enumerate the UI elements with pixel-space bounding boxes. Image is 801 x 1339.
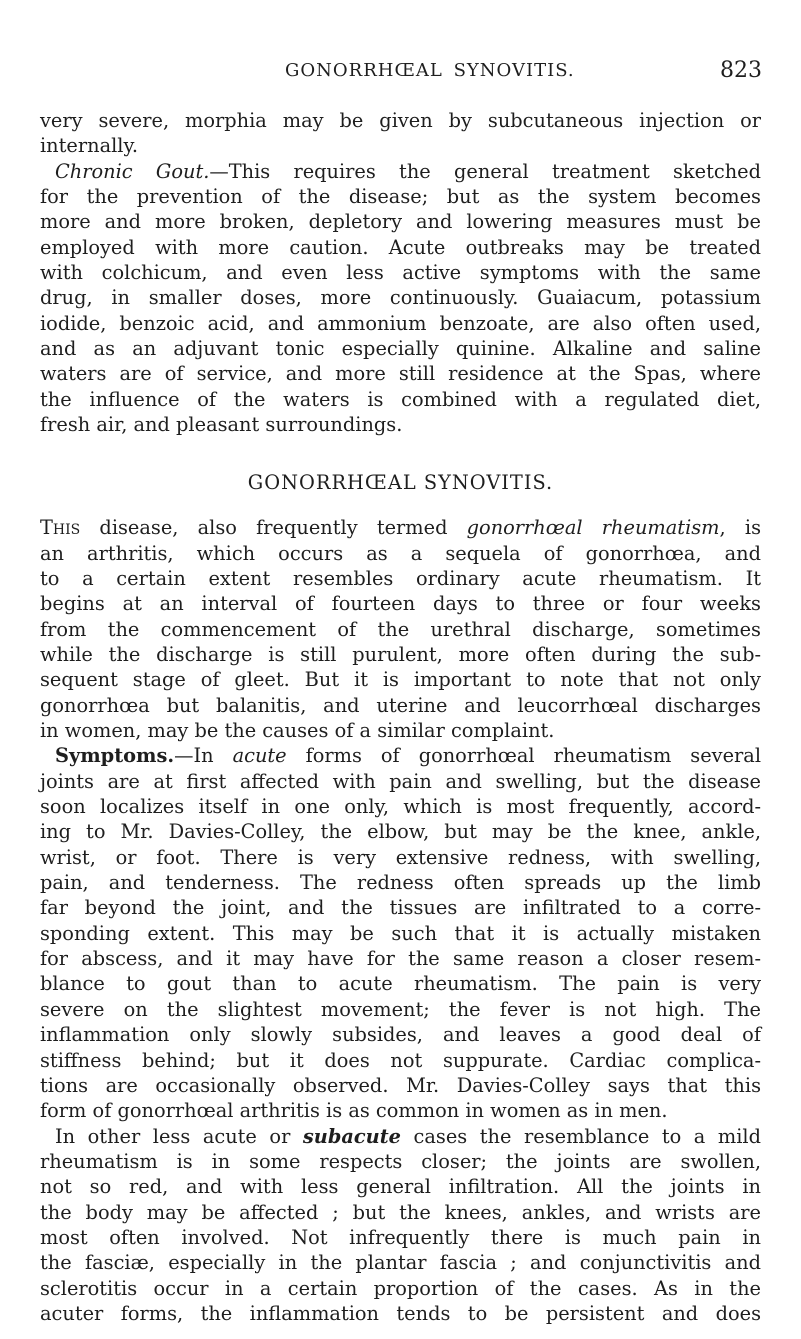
- text-line: begins at an interval of fourteen days to three or four weeks: [40, 592, 761, 616]
- text-line: iodide, benzoic acid, and ammonium benzoate, are also often used,: [40, 311, 761, 335]
- text-line: sequent stage of gleet. But it is important to note that not only: [40, 668, 761, 692]
- text-line: sponding extent. This may be such that it is actually mistaken: [40, 921, 761, 945]
- chapter-heading: GONORRHŒAL SYNOVITIS.: [247, 470, 554, 494]
- drop-word: This: [40, 516, 81, 540]
- text-line: while the discharge is still purulent, more often during the sub-: [40, 642, 761, 666]
- text-line: joints are at first affected with pain and swelling, but the disease: [40, 769, 761, 793]
- text-line: gonorrhœa but balanitis, and uterine and leucorrhœal discharges: [40, 693, 761, 717]
- running-header: [0, 60, 801, 90]
- text-line: with colchicum, and even less active symptoms with the same: [40, 261, 761, 285]
- page-number: 823: [720, 58, 762, 83]
- text-line: very severe, morphia may be given by subcutaneous injection or: [40, 109, 761, 132]
- text-line: stiffness behind; but it does not suppurate. Cardiac complica-: [40, 1048, 761, 1072]
- text-line: from the commencement of the urethral discharge, sometimes: [40, 617, 761, 641]
- text-line: more and more broken, depletory and lowering measures must be: [40, 210, 761, 234]
- text-line: inflammation only slowly subsides, and leaves a good deal of: [40, 1023, 761, 1047]
- text-line: and as an adjuvant tonic especially quinine. Alkaline and saline: [40, 337, 761, 361]
- text-line: Chronic Gout.—This requires the general treatment sketched: [55, 159, 761, 183]
- text-line: the body may be affected ; but the knees, ankles, and wrists are: [40, 1200, 761, 1224]
- text-line: severe on the slightest movement; the fever is not high. The: [40, 997, 761, 1021]
- text-line: to a certain extent resembles ordinary acute rheumatism. It: [40, 566, 761, 590]
- text-line: in women, may be the causes of a similar complaint.: [40, 719, 555, 743]
- text-line: form of gonorrhœal arthritis is as common in women as in men.: [40, 1099, 668, 1123]
- text-line: soon localizes itself in one only, which is most frequently, accord-: [40, 795, 761, 819]
- section-heading-symptoms: Symptoms.: [55, 744, 175, 768]
- text-line: for abscess, and it may have for the same reason a closer resem-: [40, 947, 761, 971]
- text-line: far beyond the joint, and the tissues are infiltrated to a corre-: [40, 896, 761, 920]
- text-line: Symptoms.—In acute forms of gonorrhœal rheumatism several: [55, 744, 762, 768]
- text-line: not so red, and with less general infiltration. All the joints in: [40, 1175, 761, 1199]
- text-line: fresh air, and pleasant surroundings.: [40, 413, 403, 437]
- text-line: drug, in smaller doses, more continuously. Guaiacum, potassium: [40, 286, 761, 310]
- text-line: pain, and tenderness. The redness often spreads up the limb: [40, 871, 761, 895]
- text-line: for the prevention of the disease; but as the system becomes: [40, 185, 761, 209]
- text-line: the fasciæ, especially in the plantar fascia ; and conjunctivitis and: [40, 1251, 761, 1275]
- text-line: sclerotitis occur in a certain proportion of the cases. As in the: [40, 1276, 761, 1300]
- section-heading-chronic-gout: Chronic Gout.: [55, 159, 210, 183]
- text-line: the influence of the waters is combined with a regulated diet,: [40, 387, 761, 411]
- text-line: acuter forms, the inflammation tends to be persistent and does: [40, 1302, 761, 1325]
- text-line: rheumatism is in some respects closer; the joints are swollen,: [40, 1149, 761, 1173]
- text-line: employed with more caution. Acute outbreaks may be treated: [40, 235, 761, 259]
- text-line: In other less acute or subacute cases the resemblance to a mild: [55, 1124, 761, 1148]
- text-line: This disease, also frequently termed gonorrhœal rheumatism, is: [40, 516, 761, 540]
- running-title: GONORRHŒAL SYNOVITIS.: [285, 60, 575, 81]
- text-line: most often involved. Not infrequently there is much pain in: [40, 1225, 761, 1249]
- text-line: an arthritis, which occurs as a sequela of gonorrhœa, and: [40, 541, 761, 565]
- text-line: internally.: [40, 134, 138, 158]
- text-line: tions are occasionally observed. Mr. Davies-Colley says that this: [40, 1073, 761, 1097]
- text-line: wrist, or foot. There is very extensive redness, with swelling,: [40, 845, 761, 869]
- text-line: waters are of service, and more still residence at the Spas, where: [40, 362, 761, 386]
- text-line: ing to Mr. Davies-Colley, the elbow, but may be the knee, ankle,: [40, 820, 761, 844]
- text-line: blance to gout than to acute rheumatism. The pain is very: [40, 972, 761, 996]
